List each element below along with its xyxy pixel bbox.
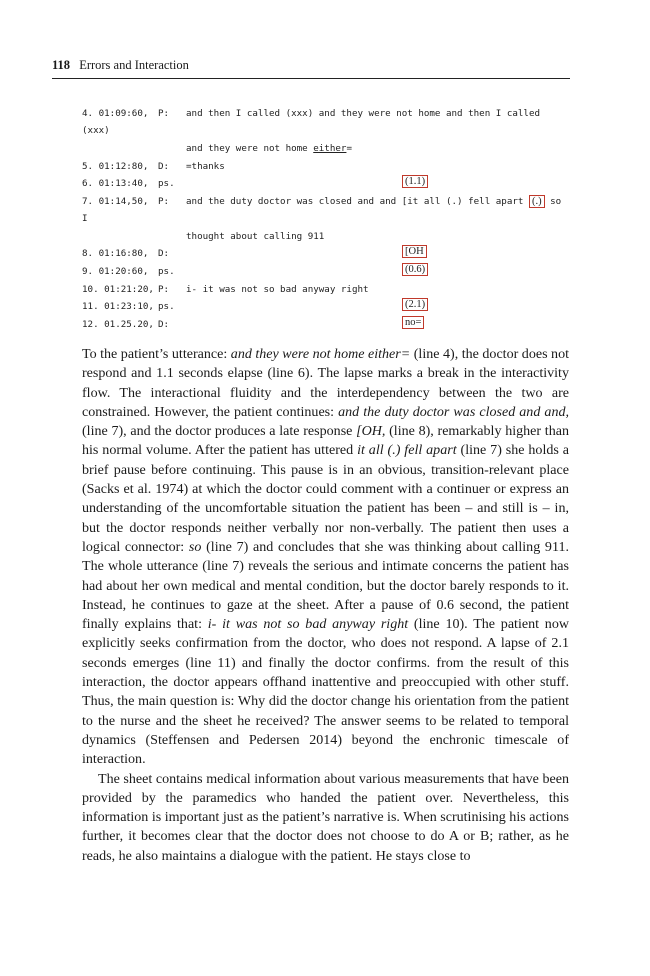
cont-end: = bbox=[346, 143, 352, 154]
transcript-speaker: D: bbox=[158, 248, 170, 259]
transcript-continuation: thought about calling 911 bbox=[186, 231, 325, 242]
pause-box bbox=[402, 176, 428, 187]
paragraph-2: The sheet contains medical information about various measurements that have been provided by the paramedics who handed the patient over. Nevertheless, this information is important just as the patient’s narrative is. When scrutinising his actions further, it becomes clear that the doctor does not choose to do A or B; rather, as he reads, he also maintains a dialogue with the patient. He stays close to bbox=[82, 770, 570, 864]
utterance-text: and the duty doctor was closed and and [it all (.) fell apart bbox=[186, 196, 529, 207]
transcript-utterance bbox=[186, 196, 561, 207]
transcript-speaker: P: bbox=[158, 108, 170, 119]
text-run: (line 8), remarkably higher than his normal volume. After the patient has uttered bbox=[82, 423, 569, 459]
cont-text: and they were not home bbox=[186, 143, 314, 154]
quote-run: i- it was not so bad anyway right bbox=[207, 616, 409, 633]
cont-underlined: either bbox=[313, 143, 347, 154]
transcript-wrap: (xxx) bbox=[82, 125, 110, 136]
transcript-utterance: =thanks bbox=[186, 161, 225, 172]
response-box bbox=[402, 317, 424, 328]
quote-run: it all (.) fell apart bbox=[357, 442, 457, 459]
transcript-speaker: ps. bbox=[158, 266, 175, 277]
transcript-line-id: 5. 01:12:80, bbox=[82, 161, 149, 172]
text-run: (line 10). The patient now explicitly seeks confirmation from the doctor, who does not respond. A lapse of 2.1 seconds emerges (line 11) and finally the doctor confirms. from the result of this interaction, the doctor appears offhand inattentive and preoccupied with other stuff. Thus, the main question is: Why did the doctor change his orientation from the patient to the nurse and the sheet he received? The answer seems to be related to temporal dynamics (Steffensen and Pedersen 2014) beyond the enchronic timescale of interaction. bbox=[82, 616, 569, 768]
transcript-utterance: and then I called (xxx) and they were not home and then I called bbox=[186, 108, 541, 119]
pause-box bbox=[402, 264, 428, 275]
page-number: 118 bbox=[52, 58, 71, 72]
transcript-line-id: 6. 01:13:40, bbox=[82, 178, 149, 189]
text-run: (line 4), the doctor does not respond and 1.1 seconds elapse (line 6). The lapse marks a break in the interactivity flow. The interactional fluidity and the interdependency between the two are constrained. However, the patient continues: bbox=[82, 346, 570, 420]
pause-value: (1.1) bbox=[402, 175, 428, 188]
text-run: To the patient’s utterance: bbox=[82, 346, 231, 362]
text-run: (line 7) and concludes that she was thinking about calling 911. The whole utterance (line 7) reveals the serious and intimate concerns the patient has had about her own medical and mental condition, but the doctor barely responds to it. Instead, he continues to gaze at the sheet. After a pause of 0.6 second, the patient finally explains that: bbox=[82, 538, 569, 633]
transcript-continuation bbox=[186, 143, 352, 154]
transcript-speaker: ps. bbox=[158, 178, 175, 189]
transcript-line-id: 8. 01:16:80, bbox=[82, 248, 149, 259]
utterance-after: so bbox=[544, 196, 562, 207]
transcript-line-id: 10. 01:21:20, bbox=[82, 284, 154, 295]
transcript-line-id: 11. 01:23:10, bbox=[82, 301, 154, 312]
quote-run: and they were not home either= bbox=[230, 346, 411, 362]
transcript-speaker: P: bbox=[158, 196, 170, 207]
transcript-speaker: D: bbox=[158, 161, 170, 172]
overlap-value: [OH bbox=[402, 245, 427, 258]
micro-pause-box: (.) bbox=[529, 195, 545, 208]
running-title: Errors and Interaction bbox=[79, 58, 189, 72]
transcript-speaker: D: bbox=[158, 319, 170, 330]
body-text bbox=[82, 345, 569, 866]
paragraph-1 bbox=[82, 345, 569, 770]
running-header bbox=[52, 58, 570, 79]
text-run: (line 7) she holds a brief pause before continuing. This pause is in an obvious, transition-relevant place (Sacks et al. 1974) at which the doctor could comment with a continuer or express an understanding of the uncomfortable situation the patient has been – and still is – in, but the doctor responds neither verbally nor non-verbally. The patient then uses a logical connector: bbox=[82, 442, 569, 555]
transcript-speaker: ps. bbox=[158, 301, 175, 312]
transcript-line-id: 7. 01:14,50, bbox=[82, 196, 149, 207]
pause-value: (2.1) bbox=[402, 298, 428, 311]
transcript-line-id: 4. 01:09:60, bbox=[82, 108, 149, 119]
transcript-utterance: i- it was not so bad anyway right bbox=[186, 284, 369, 295]
pause-box bbox=[402, 299, 428, 310]
transcript-line-id: 12. 01.25.20, bbox=[82, 319, 154, 330]
text-run: (line 7), and the doctor produces a late response bbox=[82, 423, 357, 440]
overlap-box bbox=[402, 246, 427, 257]
transcript-speaker: P: bbox=[158, 284, 170, 295]
response-value: no= bbox=[402, 316, 424, 329]
quote-run: and the duty doctor was closed and and, bbox=[338, 403, 569, 420]
transcript-wrap: I bbox=[82, 213, 88, 224]
quote-run: so bbox=[188, 538, 202, 555]
pause-value: (0.6) bbox=[402, 263, 428, 276]
quote-run: [OH, bbox=[356, 423, 386, 440]
transcript-line-id: 9. 01:20:60, bbox=[82, 266, 149, 277]
